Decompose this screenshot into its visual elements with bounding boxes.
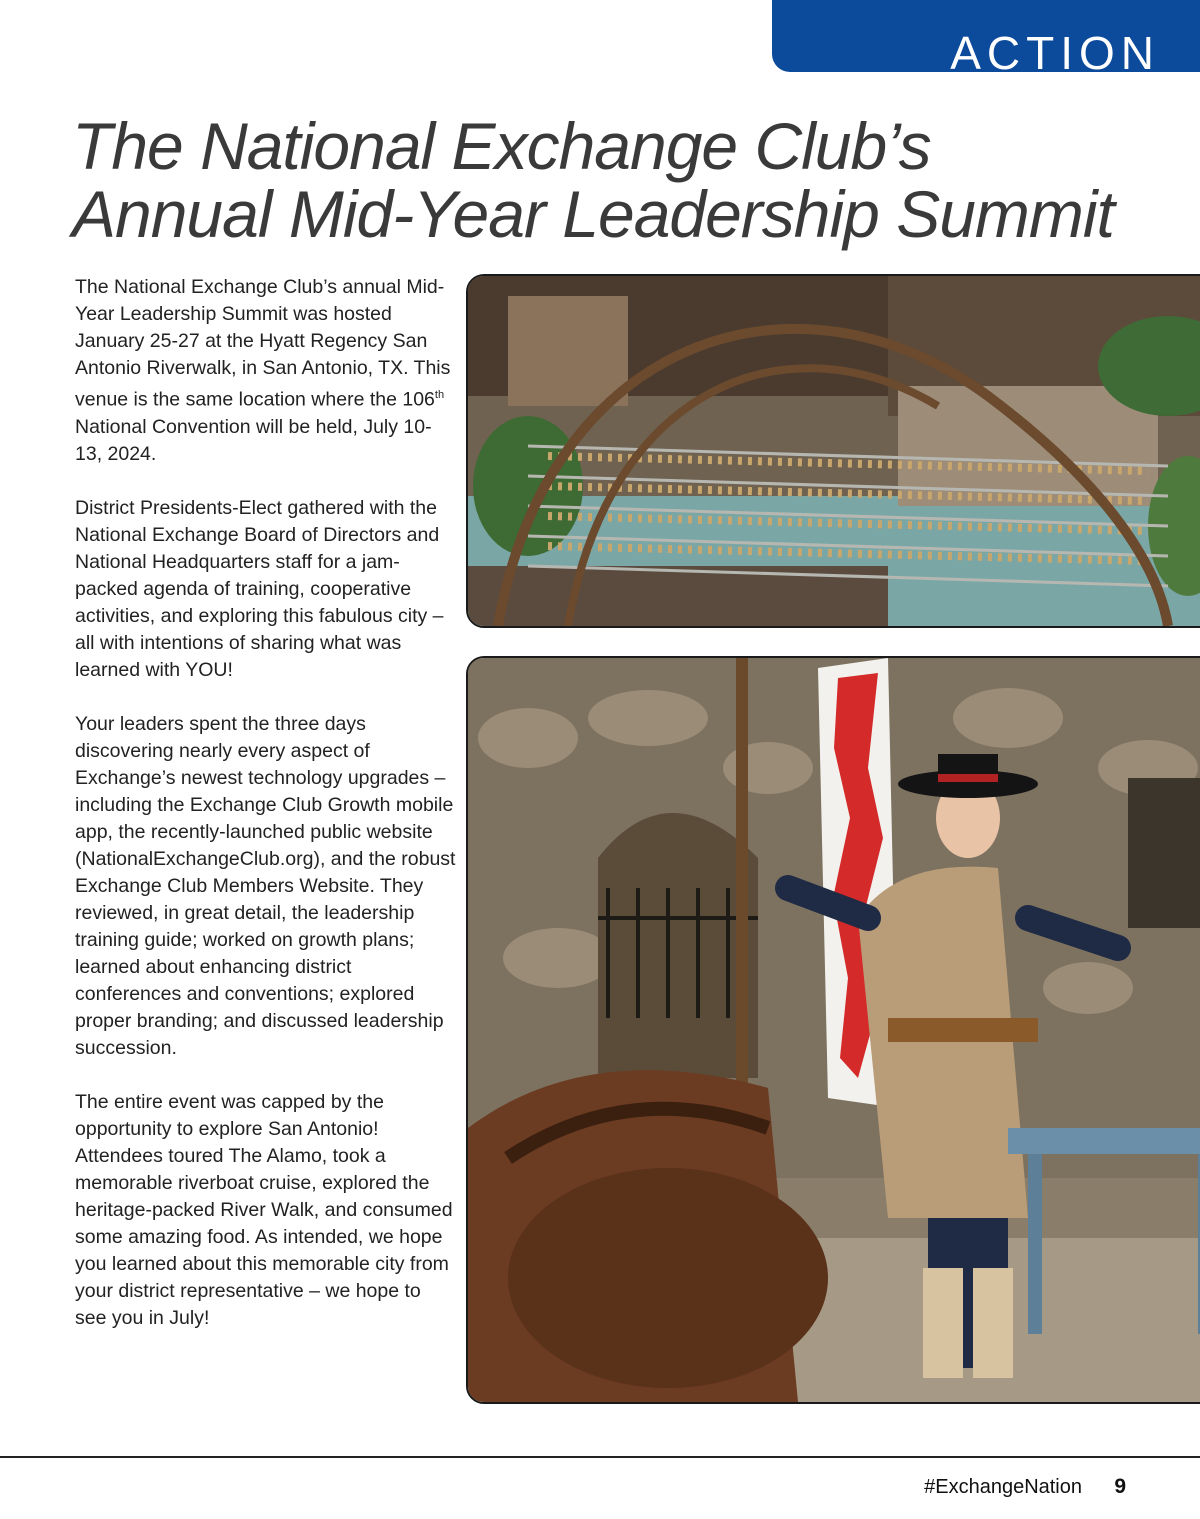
section-label: ACTION — [950, 27, 1160, 79]
footer-rule — [0, 1456, 1200, 1458]
page-number: 9 — [1114, 1475, 1126, 1498]
love-lock-sculpture-illustration — [468, 276, 1200, 626]
photo-alamo-reenactor — [466, 656, 1200, 1404]
section-tab — [772, 0, 1200, 79]
paragraph-technology: Your leaders spent the three days discovering nearly every aspect of Exchange’s newest technology upgrades – including the Exchange Club Growth mobile app, the recently-launched public website (NationalExchangeClub.org), and the robust Exchange Club Members Website. They reviewed, in great detail, the leadership training guide; worked on growth plans; learned about enhancing district conferences and conventions; explored proper branding; and discussed leadership succession. — [75, 712, 456, 1059]
article-title-line-1: The National Exchange Club’s — [72, 109, 931, 183]
article-title — [72, 109, 1172, 251]
ordinal-suffix: th — [434, 389, 445, 401]
paragraph-venue — [75, 274, 457, 468]
alamo-reenactor-illustration — [468, 658, 1200, 1402]
article-body — [75, 274, 457, 1359]
photo-love-lock-sculpture — [466, 274, 1200, 628]
footer-hashtag: #ExchangeNation — [924, 1476, 1082, 1498]
paragraph-attendees: District Presidents-Elect gathered with the National Exchange Board of Directors and National Headquarters staff for a jam-packed agenda of training, cooperative activities, and exploring this fabulous city – all with intentions of sharing what was learned with YOU! — [75, 496, 444, 681]
paragraph-venue-text-a: The National Exchange Club’s annual Mid-Year Leadership Summit was hosted January 25-27 at the Hyatt Regency San Antonio Riverwalk, in San Antonio, TX. This venue is the same location where the 106 — [75, 276, 451, 411]
article-title-line-2: Annual Mid-Year Leadership Summit — [72, 177, 1114, 251]
paragraph-san-antonio: The entire event was capped by the opportunity to explore San Antonio! Attendees toured The Alamo, took a memorable riverboat cruise, explored the heritage-packed River Walk, and consumed some amazing food. As intended, we hope you learned about this memorable city from your district representative – we hope to see you in July! — [75, 1090, 453, 1329]
paragraph-venue-text-b: National Convention will be held, July 10-13, 2024. — [75, 415, 432, 465]
